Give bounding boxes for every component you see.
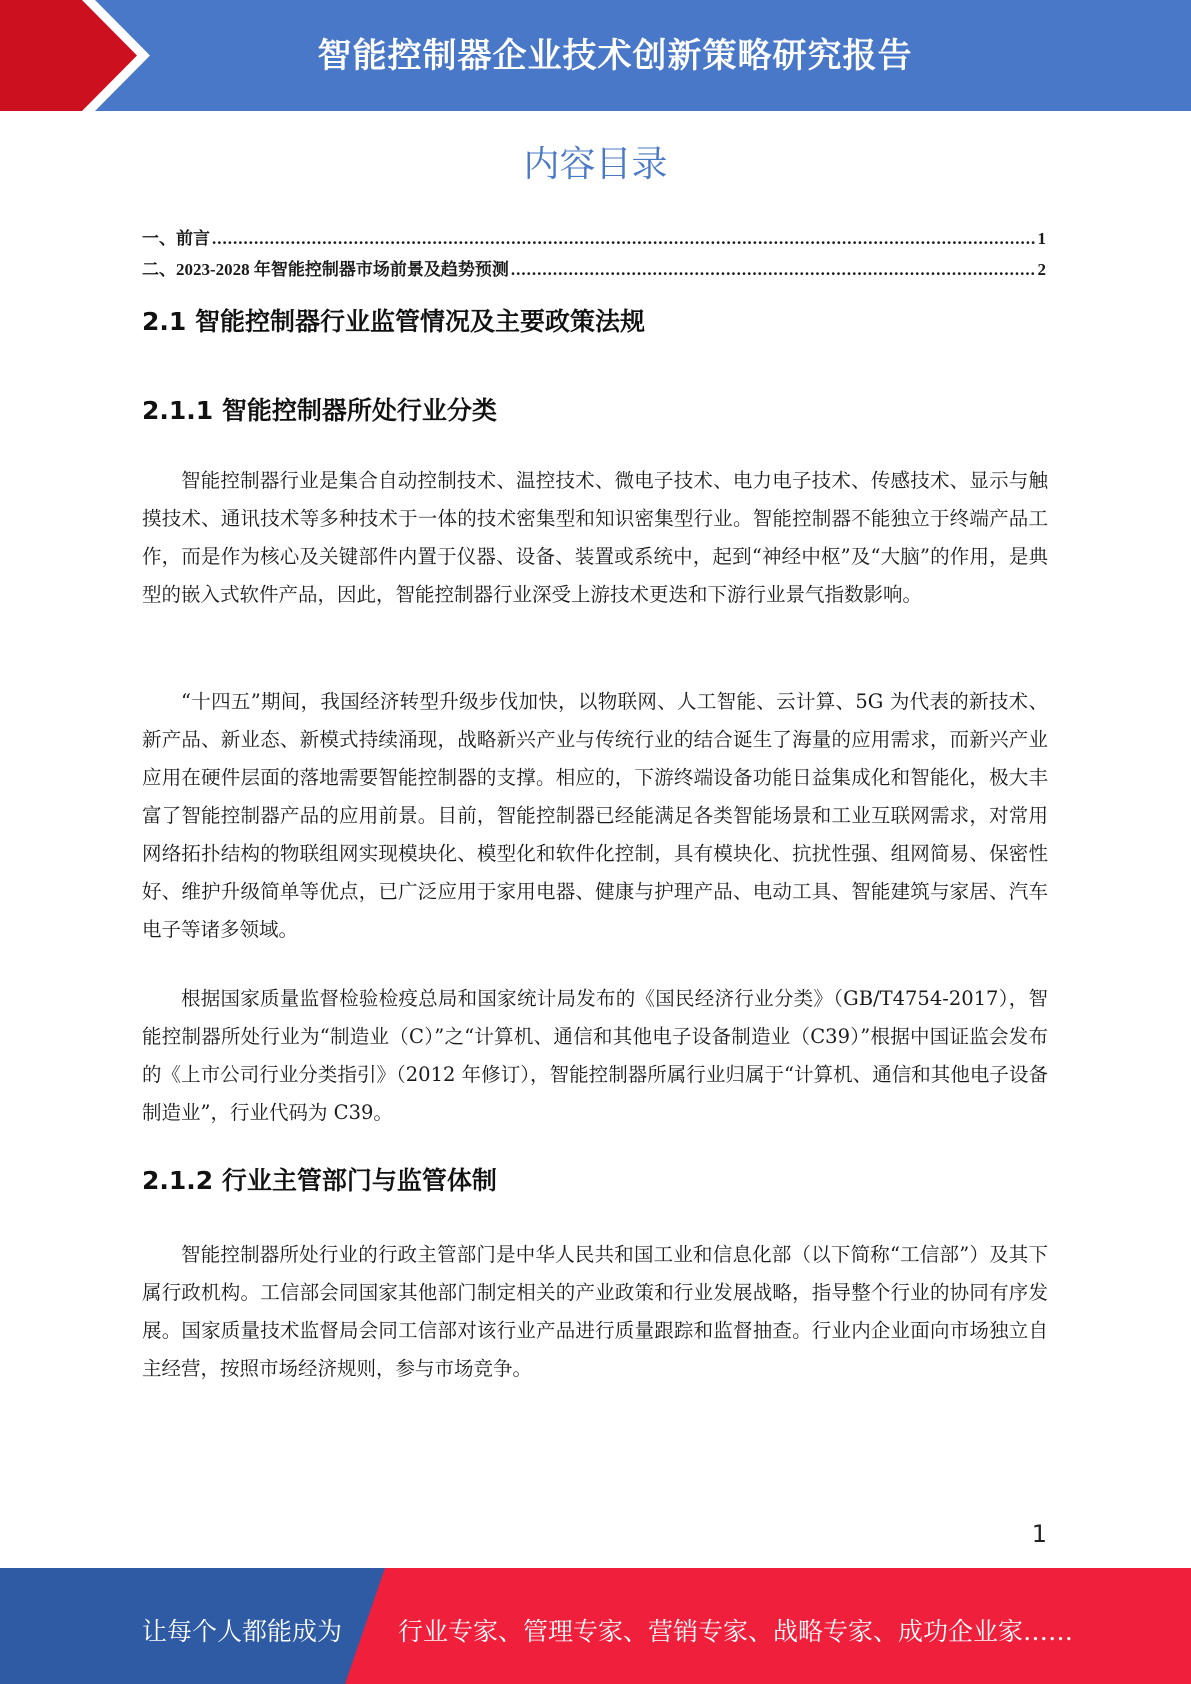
table-of-contents: [142, 224, 1046, 286]
body-paragraph: “十四五”期间，我国经济转型升级步伐加快，以物联网、人工智能、云计算、5G 为代表的新技术、新产品、新业态、新模式持续涌现，战略新兴产业与传统行业的结合诞生了海量的应用需求，而新兴产业应用在硬件层面的落地需要智能控制器的支撑。相应的，下游终端设备功能日益集成化和智能化，极大丰富了智能控制器产品的应用前景。目前，智能控制器已经能满足各类智能场景和工业互联网需求，对常用网络拓扑结构的物联组网实现模块化、模型化和软件化控制，具有模块化、抗扰性强、组网简易、保密性好、维护升级简单等优点，已广泛应用于家用电器、健康与护理产品、电动工具、智能建筑与家居、汽车电子等诸多领域。: [142, 690, 1048, 941]
footer-slogan-left: 让每个人都能成为: [142, 1617, 343, 1646]
body-paragraph: 智能控制器行业是集合自动控制技术、温控技术、微电子技术、电力电子技术、传感技术、显示与触摸技术、通讯技术等多种技术于一体的技术密集型和知识密集型行业。智能控制器不能独立于终端产品工作，而是作为核心及关键部件内置于仪器、设备、装置或系统中，起到“神经中枢”及“大脑”的作用，是典型的嵌入式软件产品，因此，智能控制器行业深受上游技术更迭和下游行业景气指数影响。: [142, 469, 1048, 606]
body-paragraph: 根据国家质量监督检验检疫总局和国家统计局发布的《国民经济行业分类》（GB/T4754-2017），智能控制器所处行业为“制造业（C）”之“计算机、通信和其他电子设备制造业（C39）”根据中国证监会发布的《上市公司行业分类指引》（2012 年修订），智能控制器所属行业归属于“计算机、通信和其他电子设备制造业”，行业代码为 C39。: [142, 987, 1048, 1124]
page-number: 1: [1031, 1520, 1047, 1548]
section-heading-2-1-2: 2.1.2 行业主管部门与监管体制: [142, 1166, 497, 1195]
toc-leader-dots: [511, 260, 1036, 280]
header-arrow-icon: [0, 0, 160, 111]
toc-entry-label: 一、前言: [142, 229, 210, 248]
toc-entry[interactable]: [142, 255, 1046, 286]
report-title: 智能控制器企业技术创新策略研究报告: [317, 36, 913, 76]
toc-title: 内容目录: [523, 144, 668, 185]
body-paragraph: 智能控制器所处行业的行政主管部门是中华人民共和国工业和信息化部（以下简称“工信部”）及其下属行政机构。工信部会同国家其他部门制定相关的产业政策和行业发展战略，指导整个行业的协同有序发展。国家质量技术监督局会同工信部对该行业产品进行质量跟踪和监督抽查。行业内企业面向市场独立自主经营，按照市场经济规则，参与市场竞争。: [142, 1243, 1048, 1380]
toc-leader-dots: [212, 229, 1036, 249]
toc-entry[interactable]: [142, 224, 1046, 255]
header-banner: [0, 0, 1191, 111]
toc-entry-page: 1: [1037, 229, 1046, 248]
toc-entry-label: 二、2023-2028 年智能控制器市场前景及趋势预测: [142, 260, 509, 279]
footer-slogan-right: 行业专家、管理专家、营销专家、战略专家、成功企业家……: [398, 1617, 1074, 1646]
toc-entry-page: 2: [1037, 260, 1046, 279]
section-heading-2-1: 2.1 智能控制器行业监管情况及主要政策法规: [142, 307, 645, 336]
section-heading-2-1-1: 2.1.1 智能控制器所处行业分类: [142, 396, 497, 425]
